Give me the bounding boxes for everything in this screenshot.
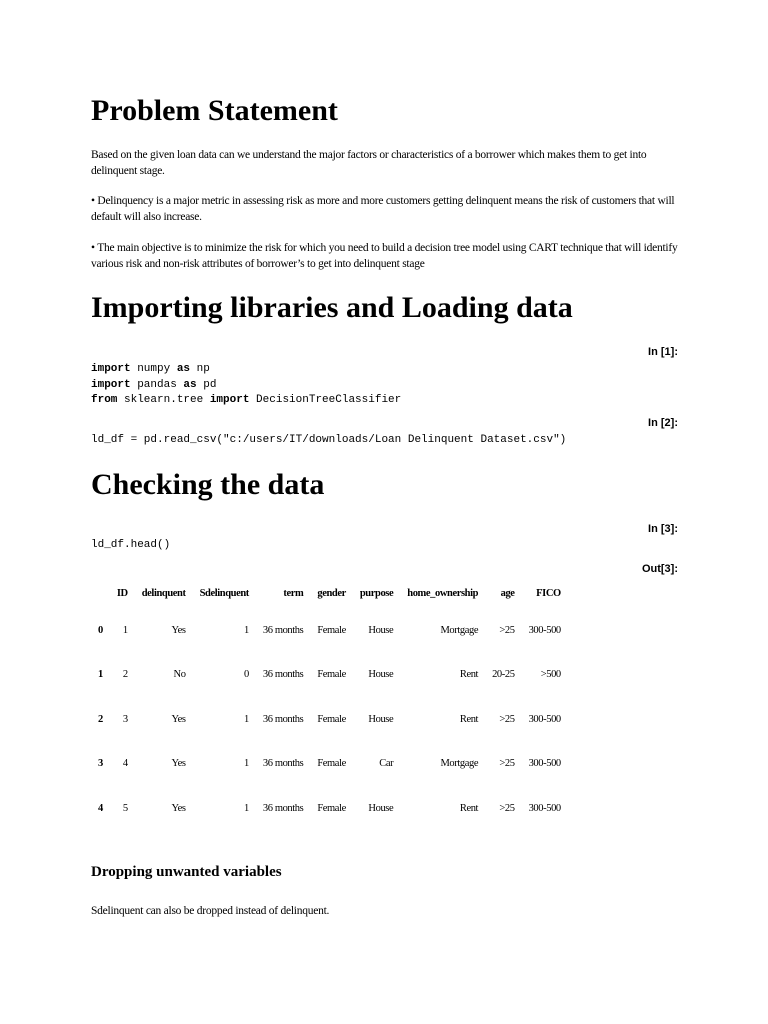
column-header: gender <box>317 587 346 599</box>
table-cell: 1 <box>244 624 249 636</box>
input-prompt-1: In [1]: <box>648 346 678 358</box>
code-cell-1[interactable] <box>91 362 401 409</box>
dropping-paragraph: Sdelinquent can also be dropped instead of delinquent. <box>91 905 330 917</box>
code-keyword: as <box>183 378 197 391</box>
code-line <box>91 362 401 378</box>
code-line <box>91 538 170 554</box>
row-index: 4 <box>98 802 103 814</box>
table-cell: Car <box>379 758 394 770</box>
table-cell: House <box>368 624 394 636</box>
column-header: ID <box>116 587 128 599</box>
table-cell: 1 <box>244 758 249 770</box>
code-cell-3[interactable] <box>91 538 170 554</box>
table-cell: Female <box>317 802 346 814</box>
output-prompt-3: Out[3]: <box>641 563 678 575</box>
table-cell: 300-500 <box>528 758 561 770</box>
table-cell: House <box>368 713 394 725</box>
table-cell: Rent <box>459 713 479 725</box>
code-text: pd <box>196 378 217 391</box>
table-cell: >25 <box>499 758 515 770</box>
table-cell: No <box>173 669 186 681</box>
table-cell: >25 <box>499 713 515 725</box>
code-line <box>91 393 401 409</box>
code-keyword: from <box>91 394 118 406</box>
table-cell: 1 <box>244 802 249 814</box>
code-keyword: import <box>91 363 131 375</box>
problem-paragraph-1: Based on the given loan data can we understand the major factors or characteristics of a borrower which makes them to get into delinquent stage. <box>91 149 647 177</box>
table-row <box>91 608 568 653</box>
table-cell: Yes <box>171 624 186 636</box>
table-cell: Mortgage <box>440 758 479 770</box>
heading-importing-libraries: Importing libraries and Loading data <box>91 291 573 324</box>
code-text: numpy <box>130 363 177 375</box>
table-cell: House <box>368 669 394 681</box>
column-header: Sdelinquent <box>199 587 249 599</box>
table-cell: Female <box>317 713 346 725</box>
column-header: delinquent <box>141 587 186 599</box>
table-cell: 5 <box>122 802 128 814</box>
input-prompt-3: In [3]: <box>648 523 678 535</box>
code-keyword: as <box>176 363 191 375</box>
table-row <box>91 653 568 698</box>
table-row <box>91 742 568 787</box>
table-row <box>91 786 568 831</box>
code-line <box>91 433 566 449</box>
code-keyword: import <box>209 394 250 406</box>
table-cell: 36 months <box>262 713 304 725</box>
table-cell: >25 <box>499 802 515 814</box>
column-header: age <box>500 587 515 599</box>
table-cell: Female <box>317 758 346 770</box>
table-cell: 36 months <box>262 624 304 636</box>
table-cell: >500 <box>540 669 561 681</box>
code-text: sklearn.tree <box>117 394 210 406</box>
table-header-row <box>91 578 568 608</box>
table-cell: 300-500 <box>528 713 561 725</box>
code-line <box>91 378 401 394</box>
code-text: np <box>190 363 210 375</box>
heading-dropping-variables: Dropping unwanted variables <box>91 864 282 880</box>
table-cell: Yes <box>171 713 186 725</box>
problem-paragraph-3: • The main objective is to minimize the risk for which you need to build a decision tree model using CART technique that will identify various risk and non-risk attributes of borrower’s to get into delinquent stage <box>91 242 678 270</box>
table-cell: 3 <box>122 713 128 725</box>
table-cell: 300-500 <box>528 802 561 814</box>
table-cell: >25 <box>499 624 515 636</box>
table-cell: Rent <box>459 669 479 681</box>
table-cell: Female <box>317 669 346 681</box>
table-cell: 1 <box>122 624 128 636</box>
table-cell: House <box>368 802 394 814</box>
code-text: ld_df = pd.read_csv("c:/users/IT/downloads/Loan Delinquent Dataset.csv") <box>91 434 567 446</box>
table-cell: 300-500 <box>528 624 561 636</box>
column-header: home_ownership <box>407 587 479 599</box>
table-cell: 0 <box>244 669 249 681</box>
row-index: 2 <box>98 713 103 725</box>
table-cell: 36 months <box>262 758 304 770</box>
column-header: purpose <box>359 587 394 599</box>
input-prompt-2: In [2]: <box>648 417 678 429</box>
problem-paragraph-2: • Delinquency is a major metric in assessing risk as more and more customers getting delinquent means the risk of customers that will default will also increase. <box>91 195 675 223</box>
table-cell: Rent <box>459 802 479 814</box>
row-index: 3 <box>98 758 103 770</box>
table-cell: Female <box>317 624 346 636</box>
code-text: ld_df.head() <box>91 539 171 551</box>
table-row <box>91 697 568 742</box>
table-index-header <box>91 578 110 608</box>
row-index: 0 <box>98 624 103 636</box>
heading-checking-data: Checking the data <box>91 468 325 501</box>
column-header: term <box>283 587 304 599</box>
table-cell: 36 months <box>262 669 304 681</box>
table-cell: 20-25 <box>492 669 515 681</box>
table-cell: 2 <box>122 669 128 681</box>
table-cell: 4 <box>122 758 128 770</box>
table-cell: Yes <box>171 802 186 814</box>
dataframe-output-table <box>91 578 568 831</box>
code-text: DecisionTreeClassifier <box>249 394 402 406</box>
table-cell: 36 months <box>262 802 304 814</box>
table-cell: Mortgage <box>440 624 479 636</box>
heading-problem-statement: Problem Statement <box>91 94 338 127</box>
row-index: 1 <box>98 669 103 681</box>
code-text: pandas <box>130 378 184 391</box>
code-keyword: import <box>91 378 131 391</box>
table-cell: 1 <box>244 713 249 725</box>
code-cell-2[interactable] <box>91 433 566 449</box>
column-header: FICO <box>536 587 561 599</box>
table-cell: Yes <box>171 758 186 770</box>
